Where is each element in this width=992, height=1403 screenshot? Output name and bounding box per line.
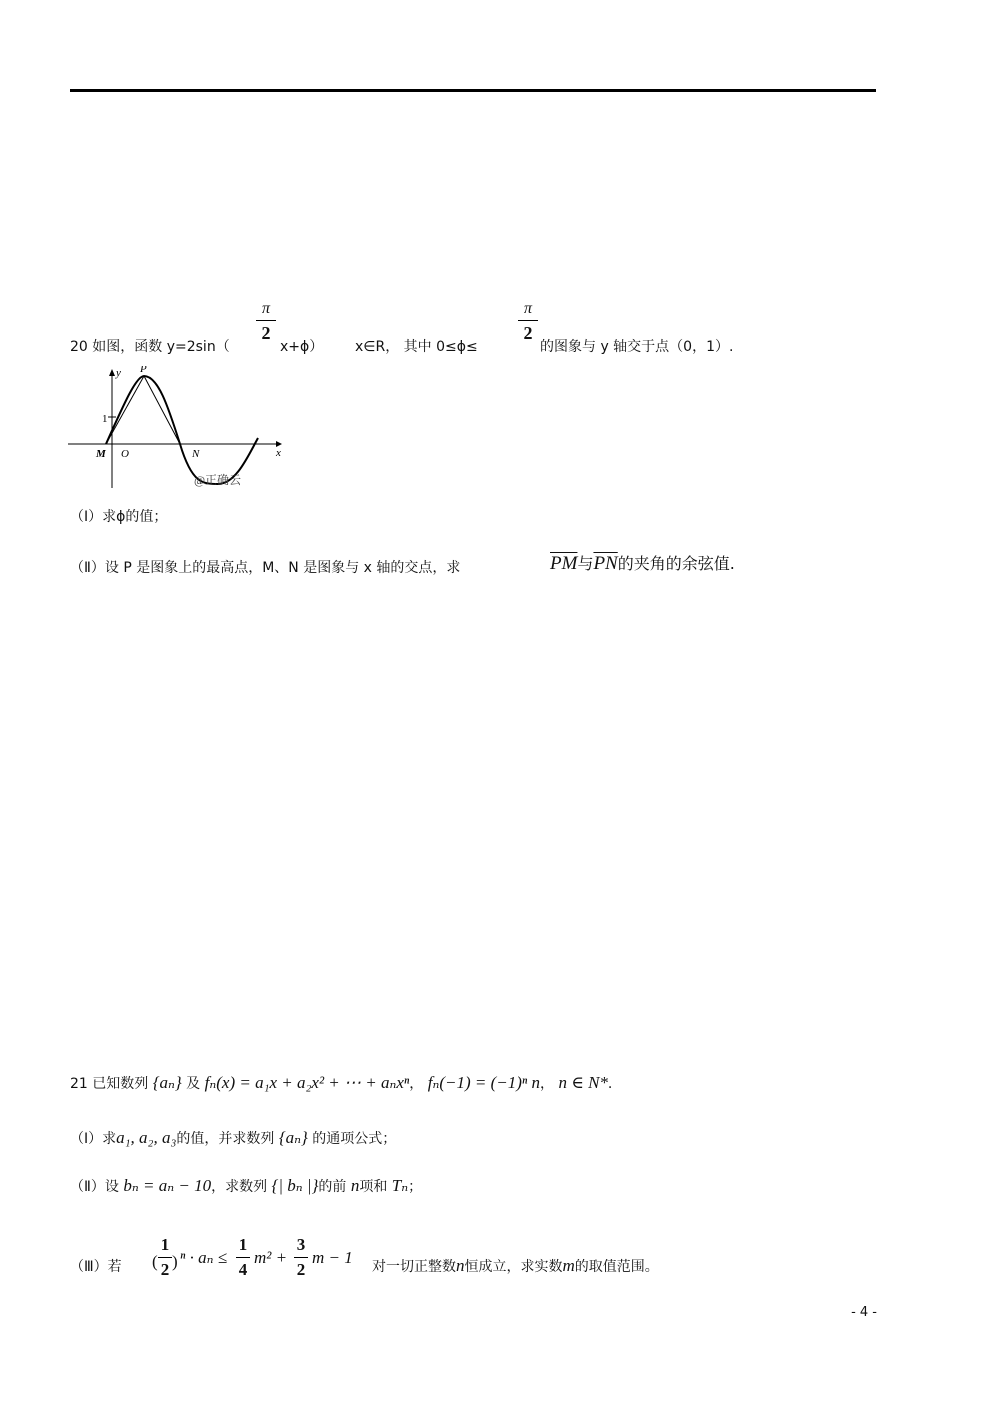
comma: ， [409,1076,424,1092]
sequence-an: {aₙ} [278,1128,308,1147]
q20-fraction-pi-over-2 [256,300,276,344]
q20-part-1: （Ⅰ）求ϕ的值； [70,509,168,525]
q20-text-d: 的图象与 y 轴交于点（0，1）. [540,339,734,355]
y-axis-label: y [116,367,121,379]
a1-a2-a3: a₁, a₂, a₃ [116,1128,177,1147]
semicolon: ； [408,1179,423,1195]
vector-pn: $\overline{PN}$ [593,553,618,574]
point-p-label: P [140,366,147,375]
and-word: 及 [186,1076,201,1092]
inequality-lhs: ⁿ · aₙ ≤ [180,1248,228,1267]
part2-mid: ，求数列 [211,1179,268,1195]
pi-symbol: π [523,300,532,317]
n-symbol: n [456,1256,465,1275]
origin-label: O [121,448,129,460]
page-number: - 4 - [851,1305,877,1320]
part1-prefix: （Ⅰ）求 [70,1131,117,1147]
m-linear-term: m − 1 [312,1248,353,1267]
y-axis-arrow [109,369,115,376]
q21-intro: 21 已知数列 [70,1076,149,1092]
part3-suffix: 的取值范围。 [574,1259,659,1275]
part1-mid: 的值，并求数列 [176,1131,275,1147]
part3-mid: 对一切正整数 [372,1259,456,1275]
abs-bn-sequence: {| bₙ |} [271,1176,319,1195]
q20-text-b: x+ϕ） [280,339,324,355]
q21-part-2 [70,1176,422,1196]
header-rule [70,89,876,92]
comma: ， [540,1076,555,1092]
part2-mid3: 项和 [359,1179,388,1195]
with-word: 与 [577,554,594,573]
part3-mid2: 恒成立，求实数 [464,1259,563,1275]
tick-label-1: 1 [102,413,108,425]
fraction-one-half: 1 2 [158,1235,172,1280]
denominator: 2 [523,323,533,343]
q20-text-a: 20 如图，函数 y=2sin（ [70,339,230,355]
q20-part-2-tail: 的夹角的余弦值. [617,554,735,573]
sequence-an: {aₙ} [152,1073,182,1092]
fraction-three-halves: 3 2 [294,1235,308,1280]
sine-curve [106,376,258,484]
segment-pn [144,376,180,444]
denominator: 2 [261,323,271,343]
period: . [607,1076,613,1092]
fraction-one-quarter: 1 4 [236,1235,250,1280]
vector-pm: $\overline{PM}$ [550,553,578,574]
point-m-label: M [96,448,106,460]
paren-open: ( [152,1252,158,1271]
q21-part-1 [70,1128,396,1148]
fn-definition: fₙ(x) = a₁x + a₂x² + ⋯ + aₙxⁿ [204,1073,410,1092]
m-squared-term: m² + [254,1248,288,1267]
x-axis-label: x [276,447,281,459]
part1-suffix: 的通项公式； [312,1131,397,1147]
pi-symbol: π [261,300,270,317]
paren-close: ) [172,1252,178,1271]
sine-graph-figure [68,366,288,492]
m-symbol: m [562,1256,575,1275]
q20-fraction-pi-over-2-b [518,300,538,344]
fn-value: fₙ(−1) = (−1)ⁿ n [427,1073,541,1092]
watermark: @正确云 [194,473,242,487]
part3-prefix: （Ⅲ）若 [70,1259,122,1275]
n-symbol: n [350,1176,360,1195]
n-domain: n ∈ N* [558,1073,608,1092]
point-n-label: N [192,448,200,460]
q20-part-2-text: （Ⅱ）设 P 是图象上的最高点，M、N 是图象与 x 轴的交点，求 [70,560,461,576]
q20-text-c: x∈R， 其中 0≤ϕ≤ [355,339,478,355]
q21-line-1 [70,1073,612,1093]
bn-definition: bₙ = aₙ − 10 [123,1176,212,1195]
part3-tail [372,1256,659,1276]
part2-mid2: 的前 [318,1179,347,1195]
tn-symbol: Tₙ [391,1176,409,1195]
part2-prefix: （Ⅱ）设 [70,1179,119,1195]
q20-part-2-vectors [550,551,735,575]
